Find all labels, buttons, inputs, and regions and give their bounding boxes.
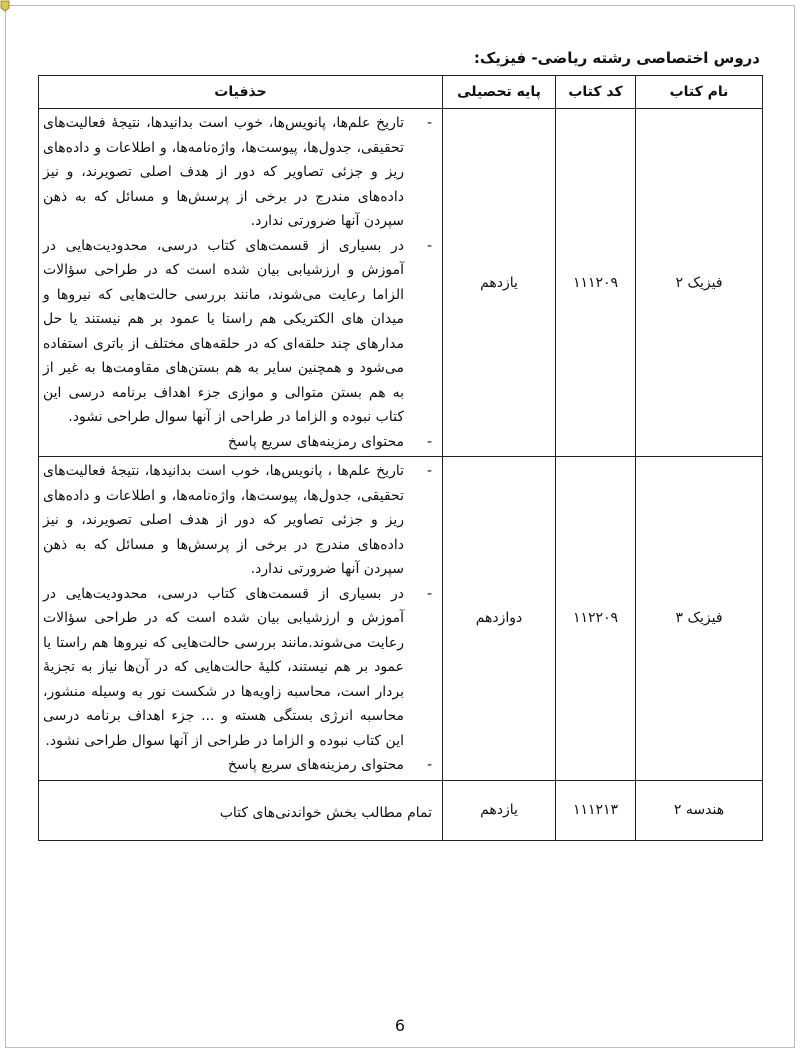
table-row [39,780,763,840]
deletions-list [43,459,436,778]
book-name-cell: فیزیک ۲ [636,109,763,457]
book-code-cell: ۱۱۲۲۰۹ [556,457,636,781]
table-header-row [39,76,763,109]
list-item: - محتوای رمزینه‌های سریع پاسخ [227,433,432,450]
list-item: - در بسیاری از قسمت‌های کتاب درسی، محدودیت‌هایی در آموزش و ارزشیابی بیان شده است که در طراحی سؤالات رعایت می‌شوند.مانند بررسی حالت‌هایی که نیروها هم راستا یا عمود بر هم نیستند، کلیهٔ حالت‌هایی که در آن‌ها نیاز به تجزیهٔ بردار است، محاسبه زاویه‌ها در شکست نور به وسیله منشور، محاسبه انرژی بستگی هسته و ... جزء اهداف برنامه درسی این کتاب نبوده و الزاما در طراحی از آنها سوال طراحی نشود. [43,585,432,749]
header-grade: پایه تحصیلی [443,76,556,109]
grade-cell: یازدهم [443,109,556,457]
list-item: - محتوای رمزینه‌های سریع پاسخ [227,757,432,773]
deletions-table [38,75,763,841]
book-code-cell: ۱۱۱۲۰۹ [556,109,636,457]
grade-cell: یازدهم [443,780,556,840]
deletion-text: تاریخ علم‌ها، پانویس‌ها، خوب است بدانید‌ها، نتیجهٔ فعالیت‌های تحقیقی، جدول‌ها، پیوست‌ها، واژه‌نامه‌ها، و اطلاعات و داده‌های ریز و جزئی تصاویر که دور از هدف اصلی تصویرند، و نیز داده‌های مندرج در برخی از پرسش‌ها و مسائل که به ذهن سپردن آنها ضرورتی ندارد. [43,115,404,229]
page-number: 6 [394,1016,406,1035]
deletion-text: در بسیاری از قسمت‌های کتاب درسی، محدودیت‌هایی در آموزش و ارزشیابی بیان شده است که در طراحی سؤالات رعایت می‌شوند.مانند بررسی حالت‌هایی که نیروها هم راستا یا عمود بر هم نیستند، کلیهٔ حالت‌هایی که در آن‌ها نیاز به تجزیهٔ بردار است، محاسبه زاویه‌ها در شکست نور به وسیله منشور، محاسبه انرژی بستگی هسته و ... جزء اهداف برنامه درسی این کتاب نبوده و الزاما در طراحی از آنها سوال طراحی نشود. [43,585,404,749]
list-item: - تاریخ علم‌ها، پانویس‌ها، خوب است بدانید‌ها، نتیجهٔ فعالیت‌های تحقیقی، جدول‌ها، پیوست‌ها، واژه‌نامه‌ها، و اطلاعات و داده‌های ریز و جزئی تصاویر که دور از هدف اصلی تصویرند، و نیز داده‌های مندرج در برخی از پرسش‌ها و مسائل که به ذهن سپردن آنها ضرورتی ندارد. [43,115,432,229]
header-book-name: نام کتاب [636,76,763,109]
corner-logo-icon [0,0,10,12]
book-name-cell: فیزیک ۳ [636,457,763,781]
deletion-text: محتوای رمزینه‌های سریع پاسخ [227,433,404,450]
book-name-cell: هندسه ۲ [636,780,763,840]
deletions-cell: تمام مطالب بخش خواندنی‌های کتاب [39,780,443,840]
deletions-list [43,111,436,454]
grade-cell: دوازدهم [443,457,556,781]
table-row [39,109,763,457]
list-item: - در بسیاری از قسمت‌های کتاب درسی، محدودیت‌هایی در آموزش و ارزشیابی بیان شده است که در طراحی سؤالات الزاما رعایت می‌شوند، مانند بررسی حالت‌هایی که نیروها و میدان های الکتریکی هم راستا یا عمود بر هم نیستند یا حل مدارهای چند حلقه‌ای که در حلقه‌های مختلف از باتری استفاده می‌شود و همچنین سایر به هم بستن‌های مقاومت‌ها به غیر از به هم بستن متوالی و موازی جزء اهداف برنامه درسی این کتاب نبوده و الزاما در طراحی از آنها سوال طراحی نشود. [43,237,432,425]
header-book-code: کد کتاب [556,76,636,109]
list-item: - تاریخ علم‌ها ، پانویس‌ها، خوب است بدانید‌ها، نتیجهٔ فعالیت‌های تحقیقی، جدول‌ها، پیوست‌ها، واژه‌نامه‌ها، و اطلاعات و داده‌های ریز و جزئی تصاویر که دور از هدف اصلی تصویرند، و نیز داده‌های مندرج در برخی از پرسش‌ها و مسائل که به ذهن سپردن آنها ضرورتی ندارد. [43,463,432,577]
deletions-cell [39,109,443,457]
deletions-cell [39,457,443,781]
header-deletions: حذفیات [39,76,443,109]
section-heading: دروس اختصاصی رشته ریاضی- فیزیک: [473,49,760,67]
deletion-text: در بسیاری از قسمت‌های کتاب درسی، محدودیت‌هایی در آموزش و ارزشیابی بیان شده است که در طراحی سؤالات الزاما رعایت می‌شوند، مانند بررسی حالت‌هایی که نیروها و میدان های الکتریکی هم راستا یا عمود بر هم نیستند یا حل مدارهای چند حلقه‌ای که در حلقه‌های مختلف از باتری استفاده می‌شود و همچنین سایر به هم بستن‌های مقاومت‌ها به غیر از به هم بستن متوالی و موازی جزء اهداف برنامه درسی این کتاب نبوده و الزاما در طراحی از آنها سوال طراحی نشود. [43,237,404,425]
book-code-cell: ۱۱۱۲۱۳ [556,780,636,840]
table-row [39,457,763,781]
deletion-text: تاریخ علم‌ها ، پانویس‌ها، خوب است بدانید‌ها، نتیجهٔ فعالیت‌های تحقیقی، جدول‌ها، پیوست‌ها، واژه‌نامه‌ها، و اطلاعات و داده‌های ریز و جزئی تصاویر که دور از هدف اصلی تصویرند، و نیز داده‌های مندرج در برخی از پرسش‌ها و مسائل که به ذهن سپردن آنها ضرورتی ندارد. [43,463,404,577]
deletion-text: محتوای رمزینه‌های سریع پاسخ [227,757,404,773]
